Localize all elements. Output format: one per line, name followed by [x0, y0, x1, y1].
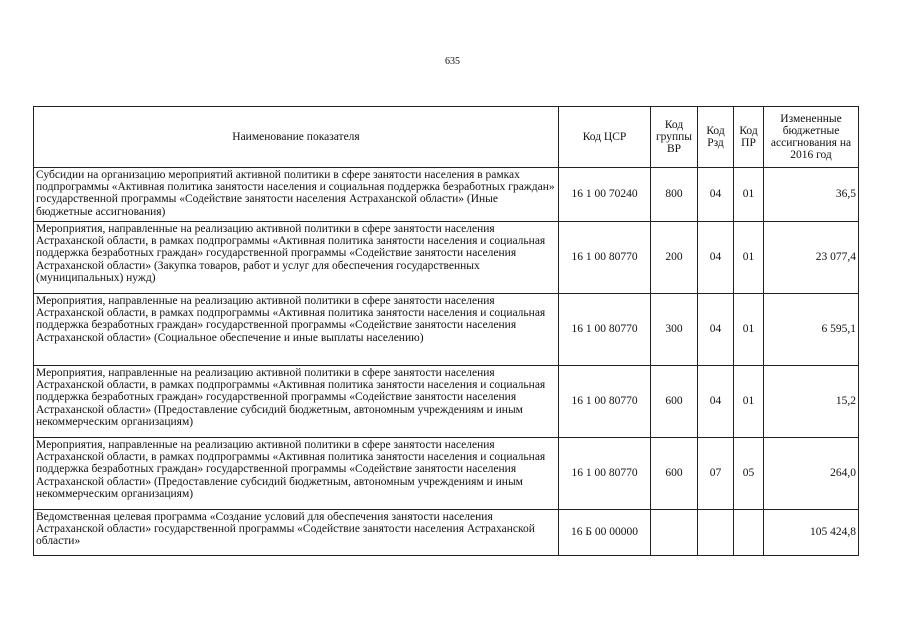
row-name: Ведомственная целевая программа «Создание условий для обеспечения занятости населения Астраханской области» государственной программы «Содействие занятости населения Астраханской области»: [34, 510, 559, 556]
row-csr: 16 1 00 80770: [559, 222, 651, 294]
row-name: Субсидии на организацию мероприятий активной политики в сфере занятости населения в рамках подпрограммы «Активная политика занятости населения и социальная поддержка безработных граждан» государственной программы «Содействие занятости населения Астраханской области» (Иные бюджетные ассигнования): [34, 168, 559, 222]
row-rzd: 04: [698, 168, 734, 222]
header-pr: Код ПР: [734, 107, 764, 168]
row-csr: 16 1 00 80770: [559, 438, 651, 510]
row-csr: 16 1 00 80770: [559, 366, 651, 438]
page-number: 635: [445, 56, 460, 67]
row-name: Мероприятия, направленные на реализацию активной политики в сфере занятости населения Астраханской области, в рамках подпрограммы «Активная политика занятости населения и социальная поддержка безработных граждан» государственной программы «Содействие занятости населения Астраханской области» (Предоставление субсидий бюджетным, автономным учреждениям и иным некоммерческим организациям): [34, 366, 559, 438]
row-csr: 16 1 00 80770: [559, 294, 651, 366]
header-csr: Код ЦСР: [559, 107, 651, 168]
row-rzd: 04: [698, 366, 734, 438]
row-pr: [734, 510, 764, 556]
row-pr: 01: [734, 366, 764, 438]
row-csr: 16 Б 00 00000: [559, 510, 651, 556]
header-rzd: Код Рзд: [698, 107, 734, 168]
row-amount: 23 077,4: [764, 222, 859, 294]
table-row: [34, 222, 859, 294]
row-amount: 105 424,8: [764, 510, 859, 556]
row-name: Мероприятия, направленные на реализацию активной политики в сфере занятости населения Астраханской области, в рамках подпрограммы «Активная политика занятости населения и социальная поддержка безработных граждан» государственной программы «Содействие занятости населения Астраханской области» (Социальное обеспечение и иные выплаты населению): [34, 294, 559, 366]
header-name: Наименование показателя: [34, 107, 559, 168]
table-row: [34, 438, 859, 510]
row-vr: 300: [651, 294, 698, 366]
row-name: Мероприятия, направленные на реализацию активной политики в сфере занятости населения Астраханской области, в рамках подпрограммы «Активная политика занятости населения и социальная поддержка безработных граждан» государственной программы «Содействие занятости населения Астраханской области» (Закупка товаров, работ и услуг для обеспечения государственных (муниципальных) нужд): [34, 222, 559, 294]
row-csr: 16 1 00 70240: [559, 168, 651, 222]
header-vr: Код группы ВР: [651, 107, 698, 168]
table-row: [34, 168, 859, 222]
row-rzd: 04: [698, 294, 734, 366]
row-vr: 600: [651, 366, 698, 438]
table-row: [34, 510, 859, 556]
row-pr: 01: [734, 222, 764, 294]
row-vr: 800: [651, 168, 698, 222]
row-rzd: 04: [698, 222, 734, 294]
row-amount: 36,5: [764, 168, 859, 222]
table-row: [34, 366, 859, 438]
header-row: [34, 107, 859, 168]
row-pr: 01: [734, 168, 764, 222]
budget-table: [33, 106, 859, 556]
row-amount: 264,0: [764, 438, 859, 510]
row-rzd: [698, 510, 734, 556]
header-amount: Измененные бюджетные ассигнования на 2016 год: [764, 107, 859, 168]
row-pr: 05: [734, 438, 764, 510]
row-amount: 15,2: [764, 366, 859, 438]
row-vr: 600: [651, 438, 698, 510]
table-row: [34, 294, 859, 366]
row-amount: 6 595,1: [764, 294, 859, 366]
row-vr: 200: [651, 222, 698, 294]
row-pr: 01: [734, 294, 764, 366]
row-name: Мероприятия, направленные на реализацию активной политики в сфере занятости населения Астраханской области, в рамках подпрограммы «Активная политика занятости населения и социальная поддержка безработных граждан» государственной программы «Содействие занятости населения Астраханской области» (Предоставление субсидий бюджетным, автономным учреждениям и иным некоммерческим организациям): [34, 438, 559, 510]
row-rzd: 07: [698, 438, 734, 510]
row-vr: [651, 510, 698, 556]
